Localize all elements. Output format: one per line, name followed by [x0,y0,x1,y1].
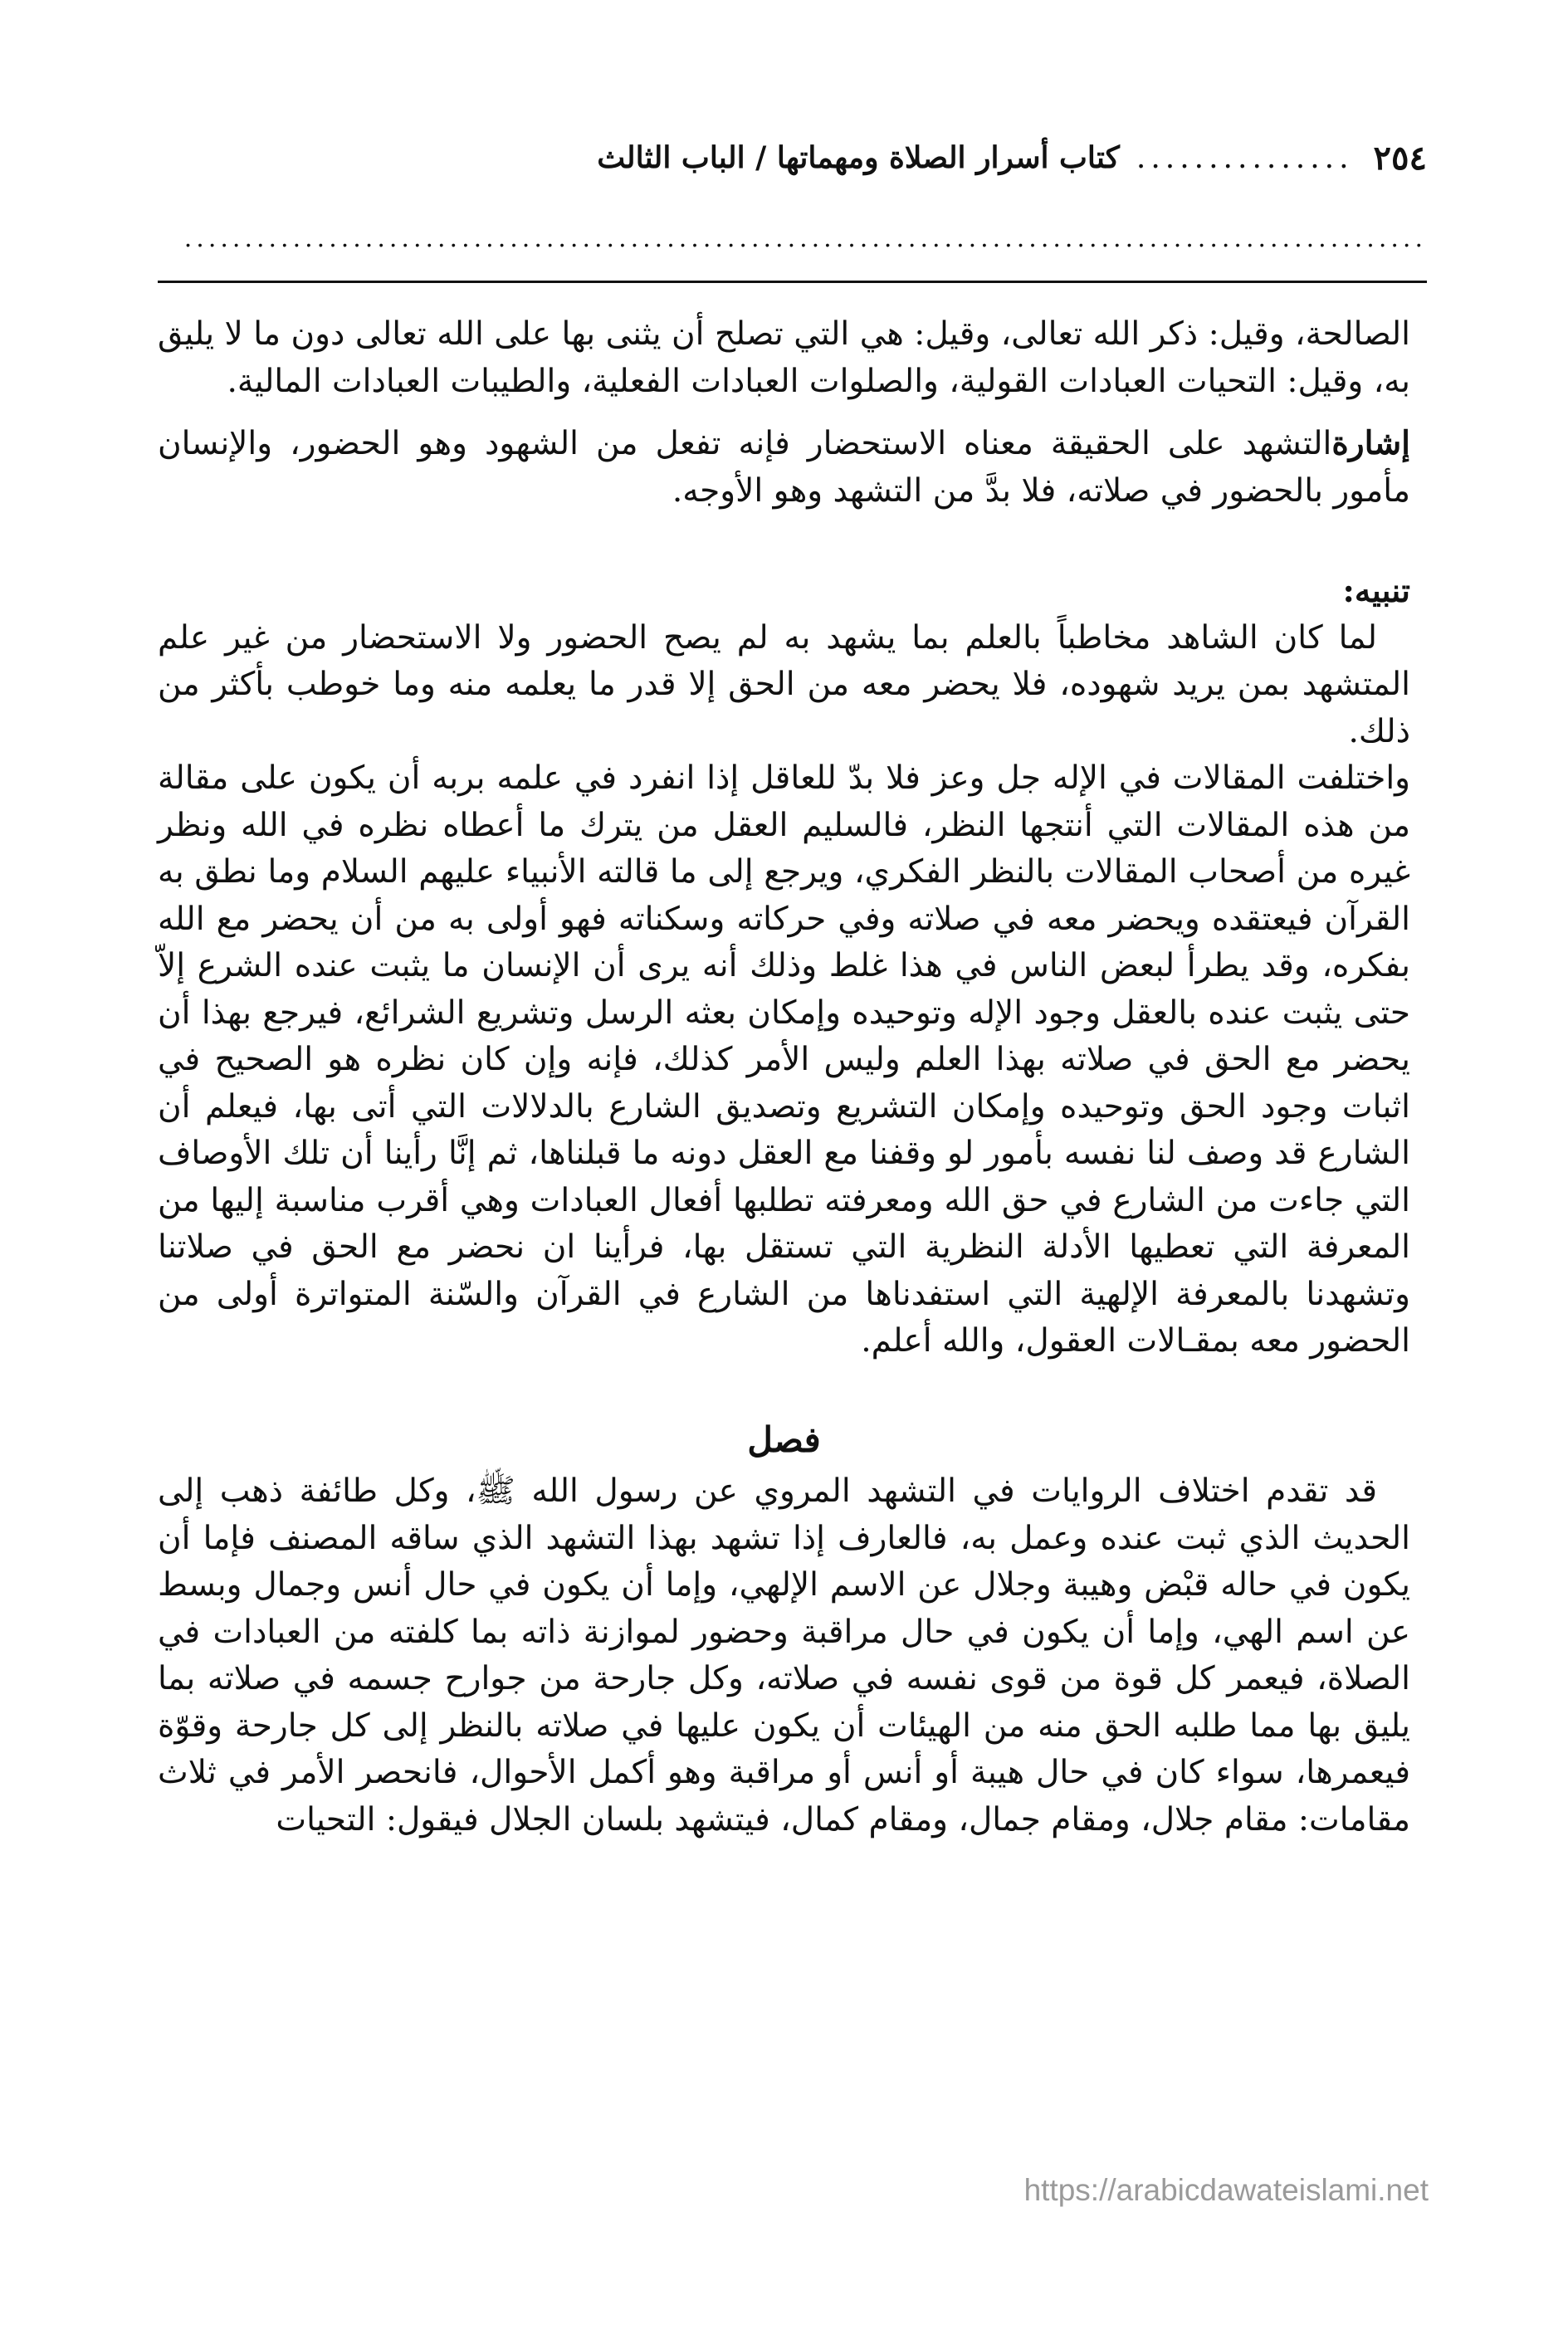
watermark-url: https://arabicdawateislami.net [1023,2173,1429,2207]
ishara-label: إشارة [1331,424,1410,462]
page-number: ٢٥٤ [1373,138,1427,178]
paragraph-3: لما كان الشاهد مخاطباً بالعلم بما يشهد به لم يصح الحضور ولا الاستحضار من غير علم المتشهد بمن يريد شهوده، فلا يحضر معه من الحق إلا قدر ما يعلمه منه وما خوطب بأكثر من ذلك. [158,618,1410,750]
tanbih-heading: تنبيه: [1342,572,1410,610]
running-header [158,133,1427,183]
ishara-text: التشهد على الحقيقة معناه الاستحضار فإنه تفعل من الشهود وهو الحضور، والإنسان مأمور بالحضور في صلاته، فلا بدَّ من التشهد وهو الأوجه. [158,425,1410,510]
fasl-heading: فصل [747,1419,821,1460]
page-body [158,311,1410,1843]
paragraph-4: واختلفت المقالات في الإله جل وعز فلا بدّ للعاقل إذا انفرد في علمه بربه أن يكون على مقالة من هذه المقالات التي أنتجها النظر، فالسليم العقل من يترك ما أعطاه نظره في الله ونظر غيره من أصحاب المقالات بالنظر الفكري، ويرجع إلى ما قالته الأنبياء عليهم السلام وما نطق به القرآن فيعتقده ويحضر معه في صلاته وفي حركاته وسكناته فهو أولى به من أن يحضر مع الله بفكره، وقد يطرأ لبعض الناس في هذا غلط وذلك أنه يرى أن الإنسان ما يثبت عنده الشرع إلاّ حتى يثبت عنده بالعقل وجود الإله وتوحيده وإمكان بعثه الرسل وتشريع الشرائع، فيرجع بهذا أن يحضر مع الحق في صلاته بهذا العلم وليس الأمر كذلك، فإنه وإن كان نظره هو الصحيح في اثبات وجود الحق وتوحيده وإمكان التشريع وتصديق الشارع بالدلالات التي أتى بها، فيعلم أن الشارع قد وصف لنا نفسه بأمور لو وقفنا مع العقل دونه ما قبلناها، ثم إنَّا رأينا أن تلك الأوصاف التي جاءت من الشارع في حق الله ومعرفته تطلبها أفعال العبادات وهي أقرب مناسبة إليها من المعرفة التي تعطيها الأدلة النظرية التي تستقل بها، فرأينا ان نحضر مع الحق في صلاتنا وتشهدنا بالمعرفة الإلهية التي استفدناها من الشارع في القرآن والسّنة المتواترة أولى من الحضور معه بمقـالات العقول، والله أعلم. [158,759,1410,1360]
header-leader-dots: ............... [1136,140,1354,175]
dotted-separator: ....................................................................................................... [183,224,1427,253]
paragraph-ishara [158,420,1410,515]
header-rule [158,281,1427,283]
paragraph-1: الصالحة، وقيل: ذكر الله تعالى، وقيل: هي التي تصلح أن يثنى بها على الله تعالى دون ما لا يليق به، وقيل: التحيات العبادات القولية، والصلوات العبادات الفعلية، والطيبات العبادات المالية. [158,315,1410,400]
paragraph-5: قد تقدم اختلاف الروايات في التشهد المروي عن رسول الله ﷺ، وكل طائفة ذهب إلى الحديث الذي ثبت عنده وعمل به، فالعارف إذا تشهد بهذا التشهد الذي ساقه المصنف فإما أن يكون في حاله قبْض وهيبة وجلال عن الاسم الإلهي، وإما أن يكون في حال أنس وجمال وبسط عن اسم الهي، وإما أن يكون في حال مراقبة وحضور لموازنة ذاته بما كلفته من العبادات في الصلاة، فيعمر كل قوة من قوى نفسه في صلاته، وكل جارحة من جوارح جسمه في صلاته بما يليق بها مما طلبه الحق منه من الهيئات أن يكون عليها في صلاته بالنظر إلى كل جارحة وقوّة فيعمرها، سواء كان في حال هيبة أو أنس أو مراقبة وهو أكمل الأحوال، فانحصر الأمر في ثلاث مقامات: مقام جلال، ومقام جمال، ومقام كمال، فيتشهد بلسان الجلال فيقول: التحيات [158,1472,1410,1839]
running-title: كتاب أسرار الصلاة ومهماتها / الباب الثالث [597,140,1120,175]
